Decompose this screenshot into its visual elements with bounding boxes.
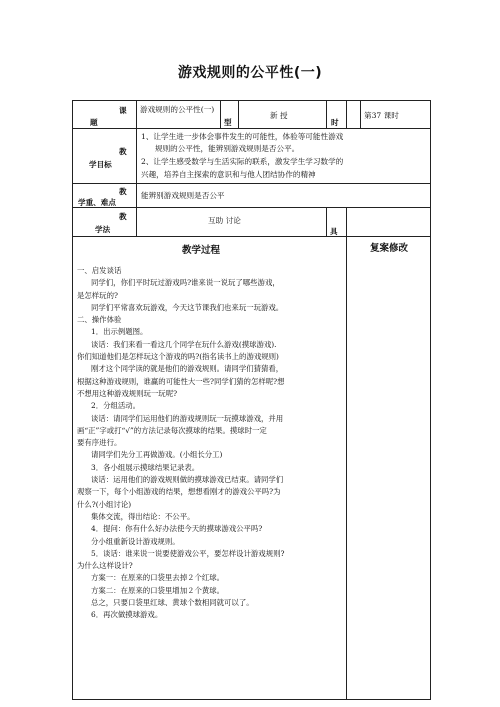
lesson-type: 新 授 <box>270 111 288 120</box>
process-line: 不想用这种游戏规则玩一玩呢? <box>77 388 178 398</box>
col-divider <box>326 207 327 236</box>
time-label: 时 <box>331 118 339 127</box>
focus-label: 学重、难点 <box>78 198 116 207</box>
goal-line: 规则的公平性，能辨别游戏规则是否公平。 <box>155 144 300 153</box>
goal-line: 1、让学生进一步体会事件发生的可能性，体验等可能性游戏 <box>141 132 344 141</box>
goal-line: 兴趣，培养自主探索的意识和与他人团结协作的精神 <box>141 170 316 179</box>
focus-label: 教 <box>119 187 127 196</box>
focus-text: 能辨别游戏规则是否公平 <box>141 191 225 200</box>
process-line: 请同学们先分工再做游戏。(小组长分工) <box>91 450 223 460</box>
col-divider <box>346 100 347 128</box>
process-line: 方案二：在原来的口袋里增加２个黄球。 <box>91 585 225 595</box>
goals-label: 教 <box>119 147 127 156</box>
col-divider <box>220 100 221 128</box>
process-line: 分小组重新设计游戏规则。 <box>91 536 180 546</box>
row-divider <box>72 236 431 237</box>
process-line: 同学们，你们平时玩过游戏吗?谁来说一说玩了哪些游戏， <box>91 278 280 288</box>
page-title: 游戏规则的公平性(一) <box>177 65 323 81</box>
col-divider <box>238 100 239 128</box>
row-divider <box>72 207 431 208</box>
process-heading: 教学过程 <box>182 245 221 256</box>
method-label: 教 <box>119 212 127 221</box>
process-line: 2．分组活动。 <box>91 401 141 411</box>
process-line: 要有序进行。 <box>77 438 122 448</box>
lesson-period: 第37 课时 <box>364 111 399 120</box>
col-divider <box>136 100 137 236</box>
process-line: 5．谈话：谁来说一说要使游戏公平，要怎样设计游戏规则? <box>91 548 285 558</box>
process-line: 为什么这样设计? <box>77 561 133 571</box>
process-line: 二、操作体验 <box>77 315 122 325</box>
process-line: 3．各小组展示摸球结果记录表。 <box>91 462 200 472</box>
process-line: 4．提问：你有什么好办法使今天的摸球游戏公平吗? <box>91 524 263 534</box>
process-line: 集体交流，得出结论：不公平。 <box>91 511 195 521</box>
process-line: 观察一下，每个小组游戏的结果，想想看刚才的游戏公平吗?为 <box>77 487 281 497</box>
process-line: 根据这种游戏规则，谁赢的可能性大一些?同学们猜的怎样呢?想 <box>77 376 285 386</box>
col-divider <box>326 100 327 128</box>
col-divider <box>360 100 361 128</box>
process-line: 什么?(小组讨论) <box>77 499 132 509</box>
process-line: 画“正”字或打“√”的方法记录每次摸球的结果。摸球时一定 <box>77 425 267 435</box>
method-label: 学法 <box>95 225 111 234</box>
process-line: 谈话：我们来看一看这几个同学在玩什么游戏(摸球游戏). <box>91 339 277 349</box>
process-line: 方案一：在原来的口袋里去掉２个红球。 <box>91 573 225 583</box>
row-divider <box>72 128 431 129</box>
process-line: 一、启发谈话 <box>77 266 122 275</box>
method-text: 互助 讨论 <box>208 216 241 225</box>
type-label: 型 <box>224 118 232 127</box>
goals-label: 学目标 <box>89 160 112 169</box>
revision-heading: 复案修改 <box>370 243 409 254</box>
process-line: 刚才这个同学读的就是他们的游戏规则。请同学们猜猜看， <box>91 364 284 374</box>
process-line: 同学们平常喜欢玩游戏，今天这节课我们也来玩一玩游戏。 <box>91 302 284 312</box>
process-body <box>77 265 347 622</box>
process-line: 是怎样玩的? <box>77 290 118 300</box>
process-line: 谈话：请同学们运用他们的游戏规则玩一玩摸球游戏，并用 <box>91 413 284 423</box>
row-divider <box>72 183 431 184</box>
process-line: 你们知道他们是怎样玩这个游戏的吗?(指名读书上的游戏规则) <box>77 352 279 362</box>
process-line: 1．出示例题图。 <box>91 327 148 337</box>
topic-label: 题 <box>90 118 98 127</box>
process-line: 谈话：运用他们的游戏规则做的摸球游戏已结束。请同学们 <box>91 475 284 485</box>
topic-label: 课 <box>119 106 127 115</box>
process-line: 总之，只要口袋里红球、黄球个数相同就可以了。 <box>91 598 254 608</box>
process-line: 6．再次做摸球游戏。 <box>91 610 163 620</box>
tools-label: 具 <box>330 227 338 236</box>
goal-line: 2、让学生感受数学与生活实际的联系，激发学生学习数学的 <box>141 157 344 166</box>
lesson-topic: 游戏规则的公平性(一) <box>140 105 215 114</box>
